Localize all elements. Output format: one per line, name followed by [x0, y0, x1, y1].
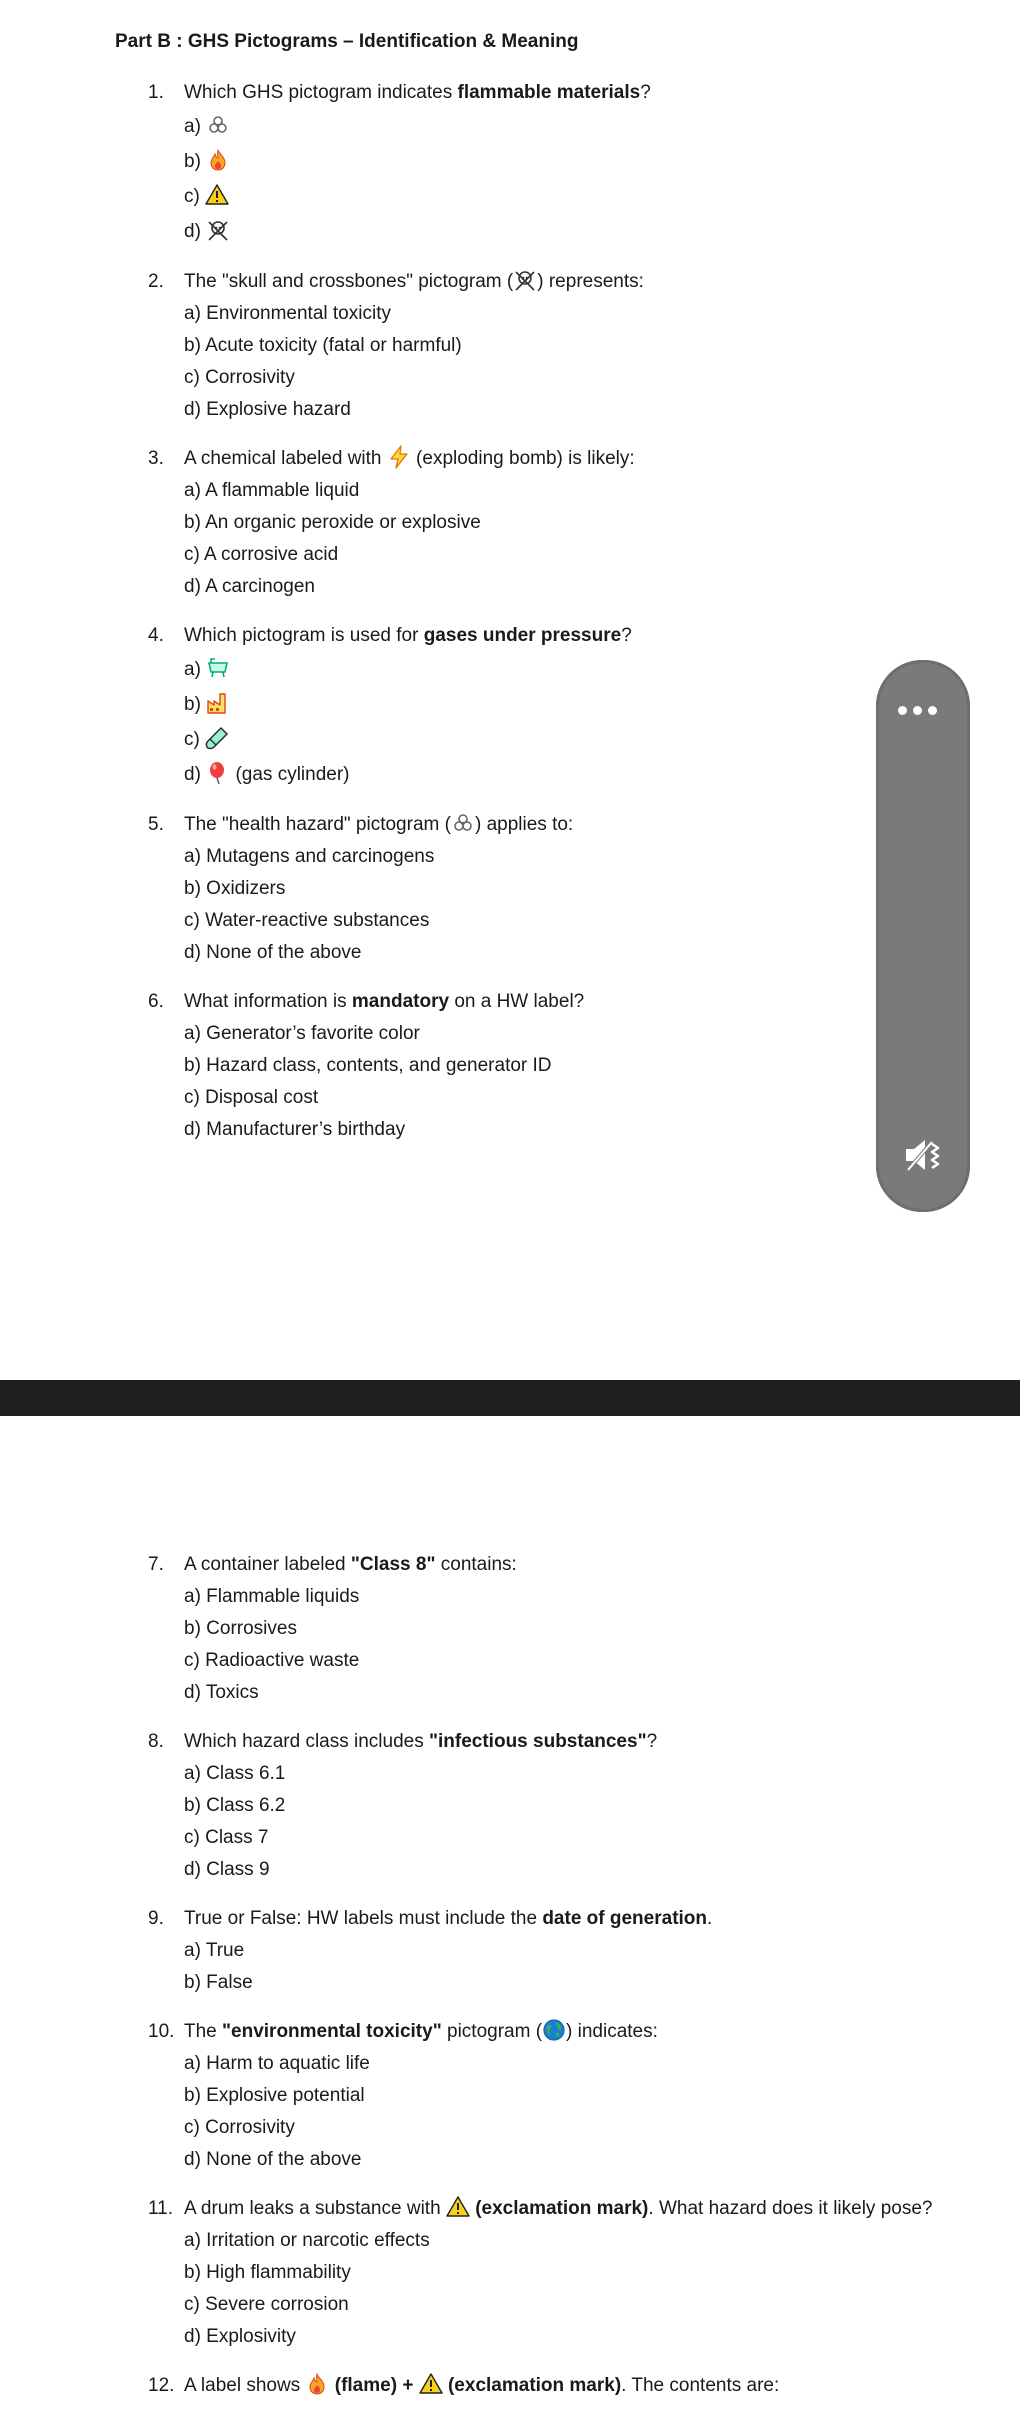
question-number: 10.: [148, 2021, 175, 2042]
more-options-icon[interactable]: [898, 702, 950, 716]
question-text: True or False: HW labels must include the date of generation.: [184, 1908, 713, 1929]
option-c[interactable]: c) Severe corrosion: [184, 2294, 349, 2315]
question-text: A drum leaks a substance with (exclamation mark). What hazard does it likely pose?: [184, 2193, 932, 2225]
option-b[interactable]: b) False: [184, 1972, 253, 1993]
question-text: A chemical labeled with (exploding bomb) is likely:: [184, 443, 635, 475]
option-d[interactable]: d) Manufacturer’s birthday: [184, 1119, 406, 1140]
option-a[interactable]: a): [0, 109, 1000, 144]
balloon-icon: [206, 761, 230, 785]
skull-crossbones-icon: [513, 268, 537, 292]
option-b[interactable]: b): [0, 144, 1000, 179]
option-c[interactable]: c) Disposal cost: [184, 1087, 319, 1108]
question-number: 8.: [148, 1731, 164, 1752]
option-b[interactable]: b) Acute toxicity (fatal or harmful): [184, 335, 462, 356]
section-title: Part B : GHS Pictograms – Identification & Meaning: [115, 31, 579, 52]
option-d[interactable]: d) Toxics: [184, 1682, 259, 1703]
option-d[interactable]: d) None of the above: [184, 2149, 362, 2170]
biohazard-icon: [206, 113, 230, 137]
question-6: [0, 986, 1000, 1146]
question-text: A container labeled "Class 8" contains:: [184, 1554, 517, 1575]
flame-icon: [305, 2372, 329, 2396]
option-b[interactable]: b) Class 6.2: [184, 1795, 286, 1816]
question-text: Which pictogram is used for gases under pressure?: [184, 625, 632, 646]
factory-icon: [206, 691, 230, 715]
question-number: 6.: [148, 991, 164, 1012]
option-a[interactable]: a) Irritation or narcotic effects: [184, 2230, 430, 2251]
skull-crossbones-icon: [206, 218, 230, 242]
question-11: [0, 2193, 1000, 2353]
question-4: [0, 620, 1000, 792]
bathtub-icon: [206, 656, 230, 680]
warning-icon: [419, 2372, 443, 2396]
question-number: 4.: [148, 625, 164, 646]
warning-icon: [446, 2195, 470, 2219]
option-c[interactable]: c): [0, 179, 1000, 214]
test-tube-icon: [205, 726, 229, 750]
question-text: What information is mandatory on a HW label?: [184, 991, 585, 1012]
question-number: 2.: [148, 271, 164, 292]
question-number: 9.: [148, 1908, 164, 1929]
option-b[interactable]: b) Hazard class, contents, and generator ID: [184, 1055, 552, 1076]
question-number: 3.: [148, 448, 164, 469]
option-c[interactable]: c) Class 7: [184, 1827, 269, 1848]
biohazard-icon: [451, 811, 475, 835]
option-b[interactable]: b) Explosive potential: [184, 2085, 365, 2106]
question-8: [0, 1726, 1000, 1886]
question-number: 1.: [148, 82, 164, 103]
option-a[interactable]: a) Environmental toxicity: [184, 303, 391, 324]
question-list-bottom: [0, 1549, 1000, 2419]
option-b[interactable]: b) An organic peroxide or explosive: [184, 512, 481, 533]
option-a[interactable]: a) Flammable liquids: [184, 1586, 360, 1607]
document-page-bottom: [0, 1416, 1020, 2400]
option-d[interactable]: d) (gas cylinder): [0, 757, 1000, 792]
option-b[interactable]: b) Corrosives: [184, 1618, 297, 1639]
option-d[interactable]: d) A carcinogen: [184, 576, 315, 597]
option-a[interactable]: a) Generator’s favorite color: [184, 1023, 420, 1044]
question-3: [0, 443, 1000, 603]
option-c[interactable]: c) Water-reactive substances: [184, 910, 430, 931]
option-b[interactable]: b) High flammability: [184, 2262, 351, 2283]
question-9: [0, 1903, 1000, 1999]
question-12: [0, 2370, 1000, 2402]
option-d[interactable]: d) None of the above: [184, 942, 362, 963]
option-a[interactable]: a) Class 6.1: [184, 1763, 286, 1784]
option-b[interactable]: b) Oxidizers: [184, 878, 286, 899]
question-list-top: [0, 77, 1000, 1163]
globe-icon: [542, 2018, 566, 2042]
option-a[interactable]: a) Harm to aquatic life: [184, 2053, 370, 2074]
option-c[interactable]: c) Corrosivity: [184, 2117, 295, 2138]
option-d[interactable]: d) Explosive hazard: [184, 399, 351, 420]
question-text: The "skull and crossbones" pictogram ( ) represents:: [184, 266, 644, 298]
option-d[interactable]: d) Explosivity: [184, 2326, 296, 2347]
question-text: A label shows (flame) + (exclamation mark). The contents are:: [184, 2370, 779, 2402]
question-2: [0, 266, 1000, 426]
floating-side-panel[interactable]: [876, 660, 970, 1212]
question-number: 11.: [148, 2198, 174, 2219]
option-d[interactable]: d): [0, 214, 1000, 249]
option-b[interactable]: b): [0, 687, 1000, 722]
lightning-icon: [387, 445, 411, 469]
question-number: 12.: [148, 2375, 175, 2396]
option-d[interactable]: d) Class 9: [184, 1859, 270, 1880]
option-a[interactable]: a) Mutagens and carcinogens: [184, 846, 435, 867]
option-c[interactable]: c) Corrosivity: [184, 367, 295, 388]
question-text: Which hazard class includes "infectious substances"?: [184, 1731, 658, 1752]
warning-icon: [205, 183, 229, 207]
flame-icon: [206, 148, 230, 172]
question-5: [0, 809, 1000, 969]
question-10: [0, 2016, 1000, 2176]
option-a[interactable]: a): [0, 652, 1000, 687]
question-number: 7.: [148, 1554, 164, 1575]
question-text: The "health hazard" pictogram ( ) applies to:: [184, 809, 573, 841]
question-1: [0, 77, 1000, 249]
option-c[interactable]: c): [0, 722, 1000, 757]
option-a[interactable]: a) True: [184, 1940, 245, 1961]
question-text: The "environmental toxicity" pictogram ( ) indicates:: [184, 2016, 658, 2048]
question-text: Which GHS pictogram indicates flammable materials?: [184, 82, 651, 103]
option-a[interactable]: a) A flammable liquid: [184, 480, 360, 501]
question-7: [0, 1549, 1000, 1709]
question-number: 5.: [148, 814, 164, 835]
mute-icon[interactable]: [898, 1130, 948, 1180]
page-divider: [0, 1380, 1020, 1416]
option-c[interactable]: c) Radioactive waste: [184, 1650, 360, 1671]
option-c[interactable]: c) A corrosive acid: [184, 544, 339, 565]
